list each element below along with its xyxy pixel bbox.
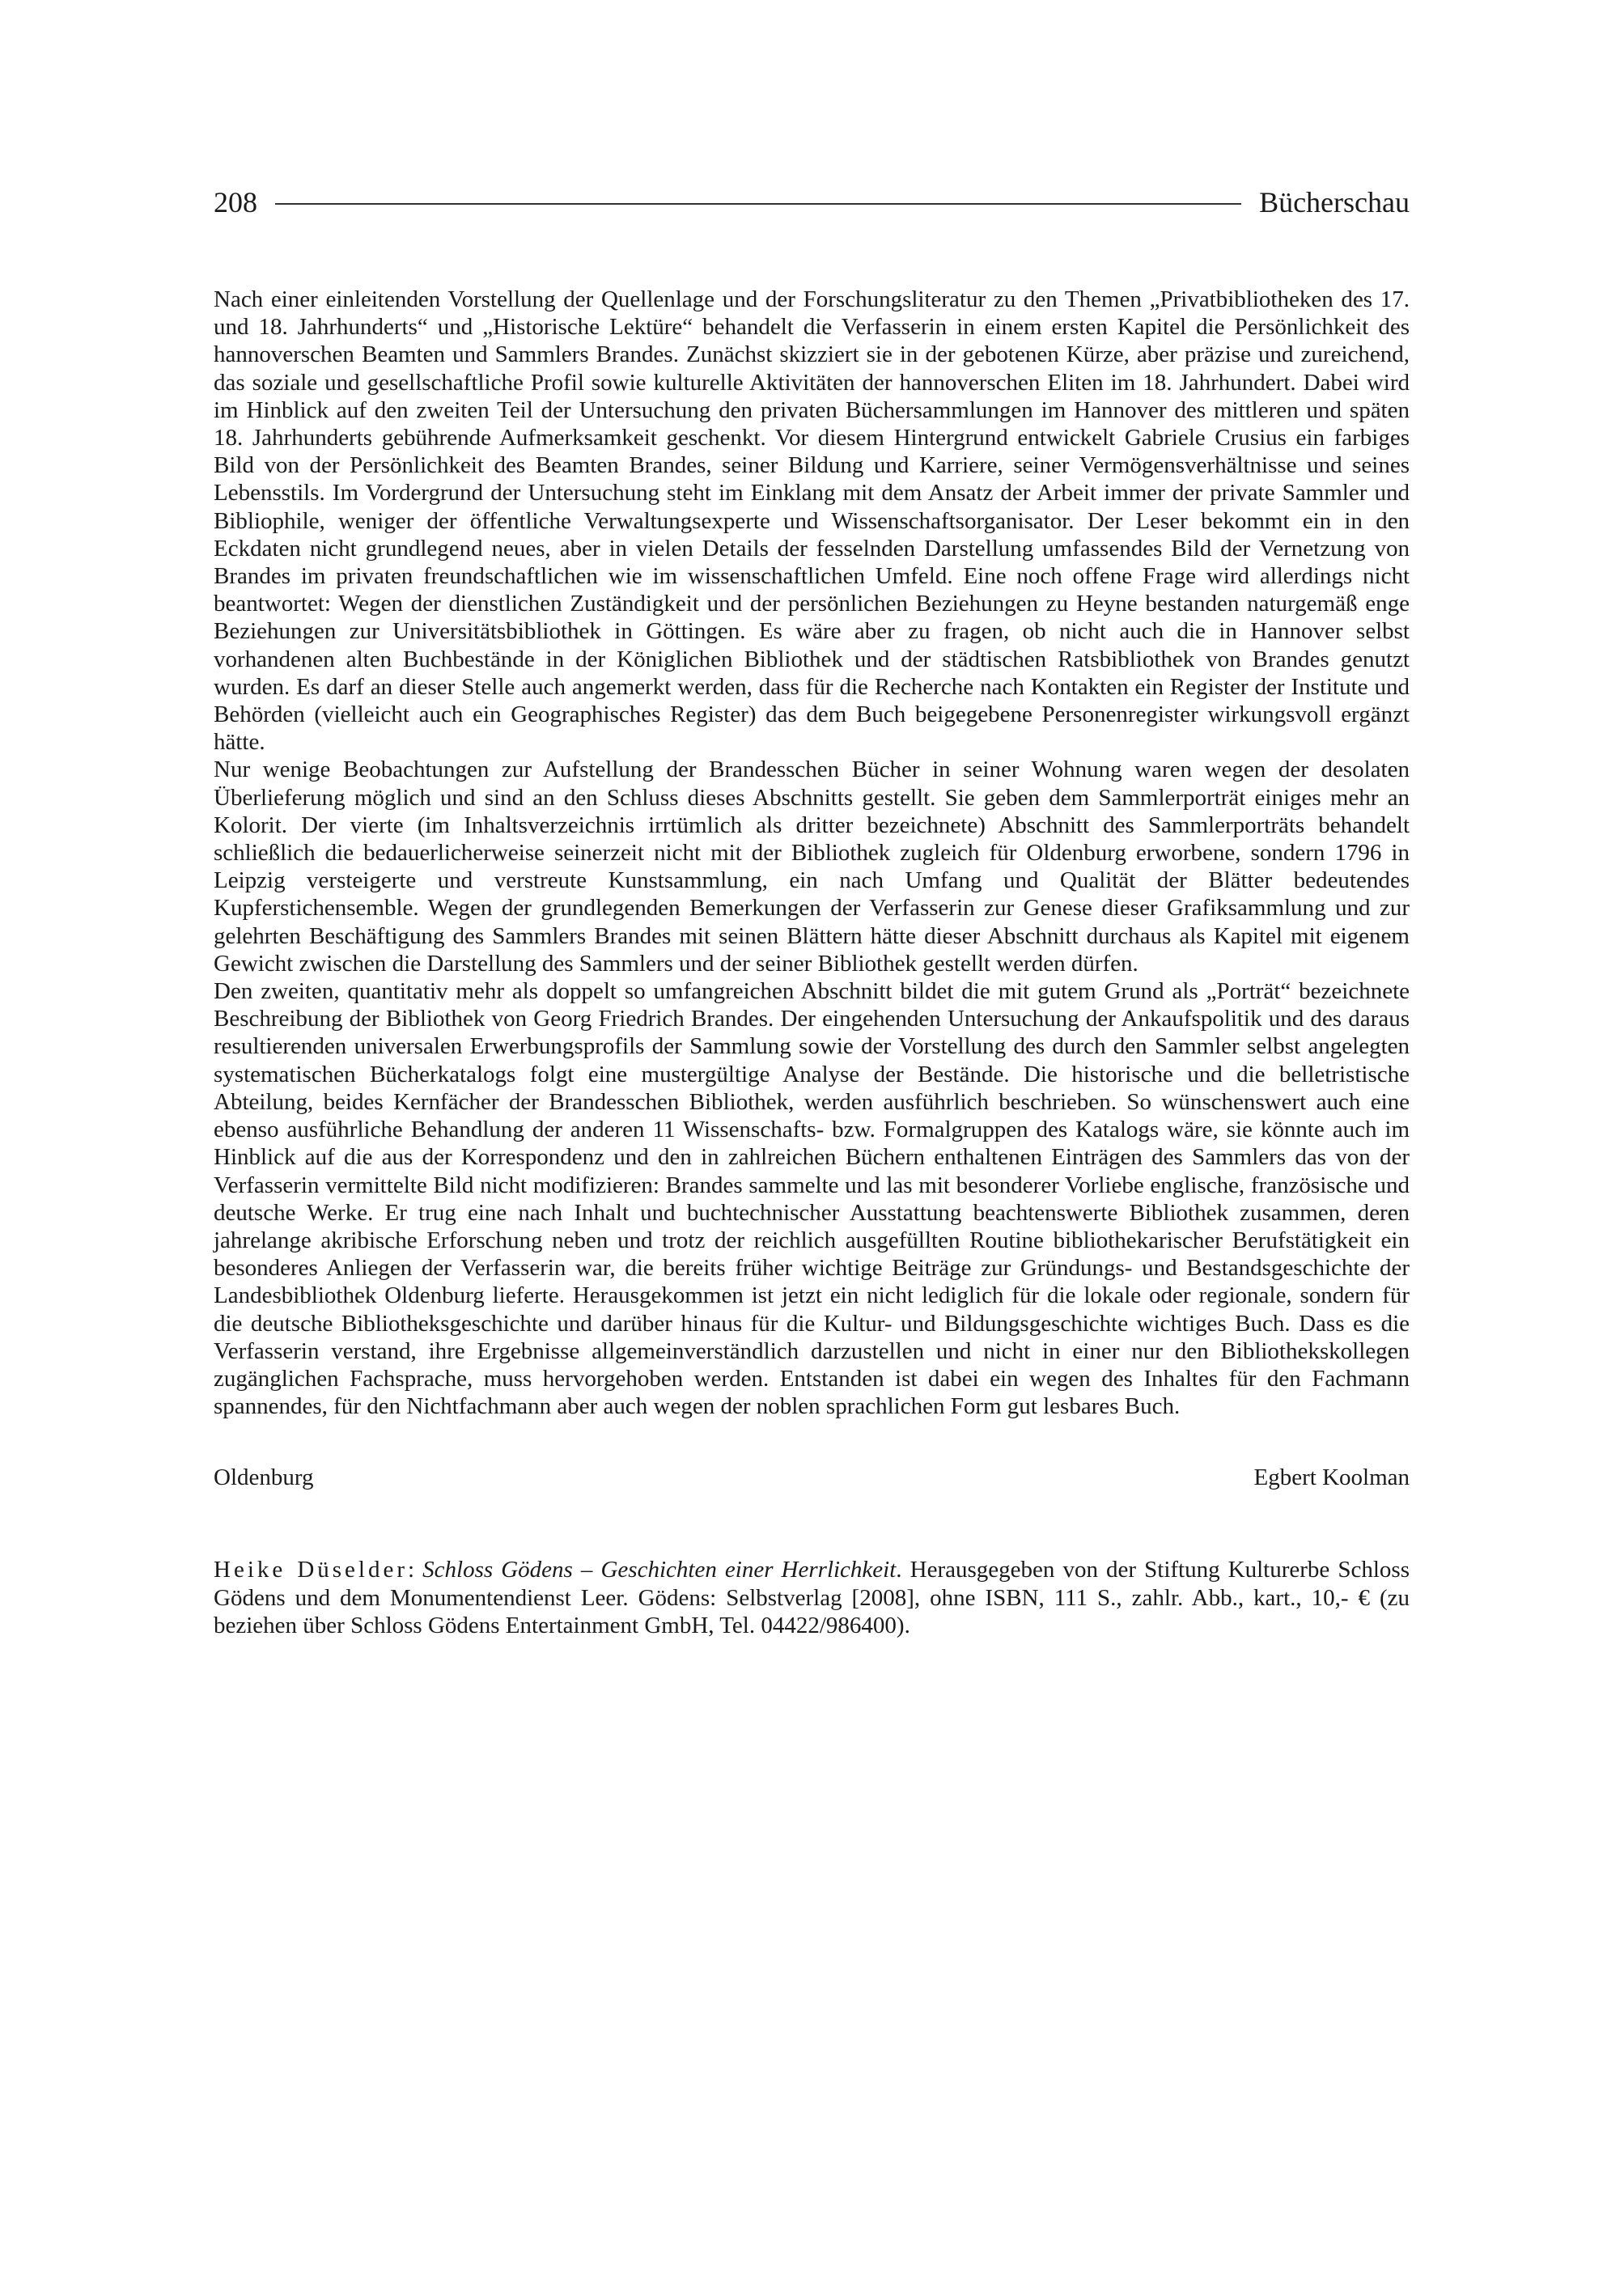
page-number: 208 [214,186,257,218]
running-head [214,182,1410,223]
entry-author-separator: : [408,1557,423,1583]
review-body [214,286,1410,1420]
review-paragraph: Nach einer einleitenden Vorstellung der Quellenlage und der Forschungsliteratur zu den Themen „Privatbibliotheken des 17. und 18. Jahrhunderts“ und „Historische Lektüre“ behandelt die Verfasserin in einem ersten Kapitel die Persönlichkeit des hannoverschen Beamten und Sammlers Brandes. Zunächst skizziert sie in der gebotenen Kürze, aber präzise und zureichend, das soziale und gesellschaftliche Profil sowie kulturelle Aktivitäten der hannoverschen Eliten im 18. Jahrhundert. Dabei wird im Hinblick auf den zweiten Teil der Untersuchung den privaten Büchersammlungen im Hannover des mittleren und späten 18. Jahrhunderts gebührende Aufmerksamkeit geschenkt. Vor diesem Hintergrund entwickelt Gabriele Crusius ein farbiges Bild von der Persönlichkeit des Beamten Brandes, seiner Bildung und Karriere, seiner Vermögensverhältnisse und seines Lebensstils. Im Vordergrund der Untersuchung steht im Einklang mit dem Ansatz der Arbeit immer der private Sammler und Bibliophile, weniger der öffentliche Verwaltungsexperte und Wissenschaftsorganisator. Der Leser bekommt ein in den Eckdaten nicht grundlegend neues, aber in vielen Details der fesselnden Darstellung umfassendes Bild der Vernetzung von Brandes im privaten freundschaftlichen wie im wissenschaftlichen Umfeld. Eine noch offene Frage wird allerdings nicht beantwortet: Wegen der dienstlichen Zuständigkeit und der persönlichen Beziehungen zu Heyne bestanden naturgemäß enge Beziehungen zur Universitätsbibliothek in Göttingen. Es wäre aber zu fragen, ob nicht auch die in Hannover selbst vorhandenen alten Buchbestände in der Königlichen Bibliothek und der städtischen Ratsbibliothek von Brandes genutzt wurden. Es darf an dieser Stelle auch angemerkt werden, dass für die Recherche nach Kontakten ein Register der Institute und Behörden (vielleicht auch ein Geographisches Register) das dem Buch beigegebene Personenregister wirkungsvoll ergänzt hätte. [214,286,1410,756]
section-title: Bücherschau [1259,186,1410,218]
review-paragraph: Den zweiten, quantitativ mehr als doppelt so umfangreichen Abschnitt bildet die mit gutem Grund als „Porträt“ bezeichnete Beschreibung der Bibliothek von Georg Friedrich Brandes. Der eingehenden Untersuchung der Ankaufspolitik und des daraus resultierenden universalen Erwerbungsprofils der Sammlung sowie der Vorstellung des durch den Sammler selbst angelegten systematischen Bücherkatalogs folgt eine mustergültige Analyse der Bestände. Die historische und die belletristische Abteilung, beides Kernfächer der Brandesschen Bibliothek, werden ausführlich beschrieben. So wünschenswert auch eine ebenso ausführliche Behandlung der anderen 11 Wissenschafts- bzw. Formalgruppen des Katalogs wäre, sie könnte auch im Hinblick auf die aus der Korrespondenz und den in zahlreichen Büchern enthaltenen Einträgen des Sammlers das von der Verfasserin vermittelte Bild nicht modifizieren: Brandes sammelte und las mit besonderer Vorliebe englische, französische und deutsche Werke. Er trug eine nach Inhalt und buchtechnischer Ausstattung beachtenswerte Bibliothek zusammen, deren jahrelange akribische Erforschung neben und trotz der reichlich ausgefüllten Routine bibliothekarischer Berufstätigkeit ein besonderes Anliegen der Verfasserin war, die bereits früher wichtige Beiträge zur Gründungs- und Bestandsgeschichte der Landesbibliothek Oldenburg lieferte. Herausgekommen ist jetzt ein nicht lediglich für die lokale oder regionale, sondern für die deutsche Bibliotheksgeschichte und darüber hinaus für die Kultur- und Bildungsgeschichte wichtiges Buch. Dass es die Verfasserin verstand, ihre Ergebnisse allgemeinverständlich darzustellen und nicht in einer nur den Bibliothekskollegen zugänglichen Fachsprache, muss hervorgehoben werden. Entstanden ist dabei ein wegen des Inhaltes für den Fachmann spannendes, für den Nichtfachmann aber auch wegen der noblen sprachlichen Form gut lesbares Buch. [214,978,1410,1420]
signature-reviewer: Egbert Koolman [1253,1464,1410,1491]
entry-book-title: Schloss Gödens – Geschichten einer Herrlichkeit [422,1557,897,1583]
next-review-entry [214,1556,1410,1639]
signature-place: Oldenburg [214,1464,314,1491]
entry-details: . Herausgegeben von der Stiftung Kulturerbe Schloss Gödens und dem Monumentendienst Leer. Gödens: Selbstverlag [2008], ohne ISBN, 111 S., zahlr. Abb., kart., 10,- € (zu beziehen über Schloss Gödens Entertainment GmbH, Tel. 04422/986400). [214,1557,1410,1638]
header-rule [275,203,1241,205]
review-paragraph: Nur wenige Beobachtungen zur Aufstellung der Brandesschen Bücher in seiner Wohnung waren wegen der desolaten Überlieferung möglich und sind an den Schluss dieses Abschnitts gestellt. Sie geben dem Sammlerporträt einiges mehr an Kolorit. Der vierte (im Inhaltsverzeichnis irrtümlich als dritter bezeichnete) Abschnitt des Sammlerporträts behandelt schließlich die bedauerlicherweise seinerzeit nicht mit der Bibliothek zugleich für Oldenburg erworbene, sondern 1796 in Leipzig versteigerte und verstreute Kunstsammlung, ein nach Umfang und Qualität der Blätter bedeutendes Kupferstichensemble. Wegen der grundlegenden Bemerkungen der Verfasserin zur Genese dieser Grafiksammlung und zur gelehrten Beschäftigung des Sammlers Brandes mit seinen Blättern hätte dieser Abschnitt durchaus als Kapitel mit eigenem Gewicht zwischen die Darstellung des Sammlers und der seiner Bibliothek gestellt werden dürfen. [214,757,1410,977]
document-page [214,182,1410,1639]
review-signature [214,1464,1410,1491]
entry-author: Heike Düselder [214,1557,409,1583]
